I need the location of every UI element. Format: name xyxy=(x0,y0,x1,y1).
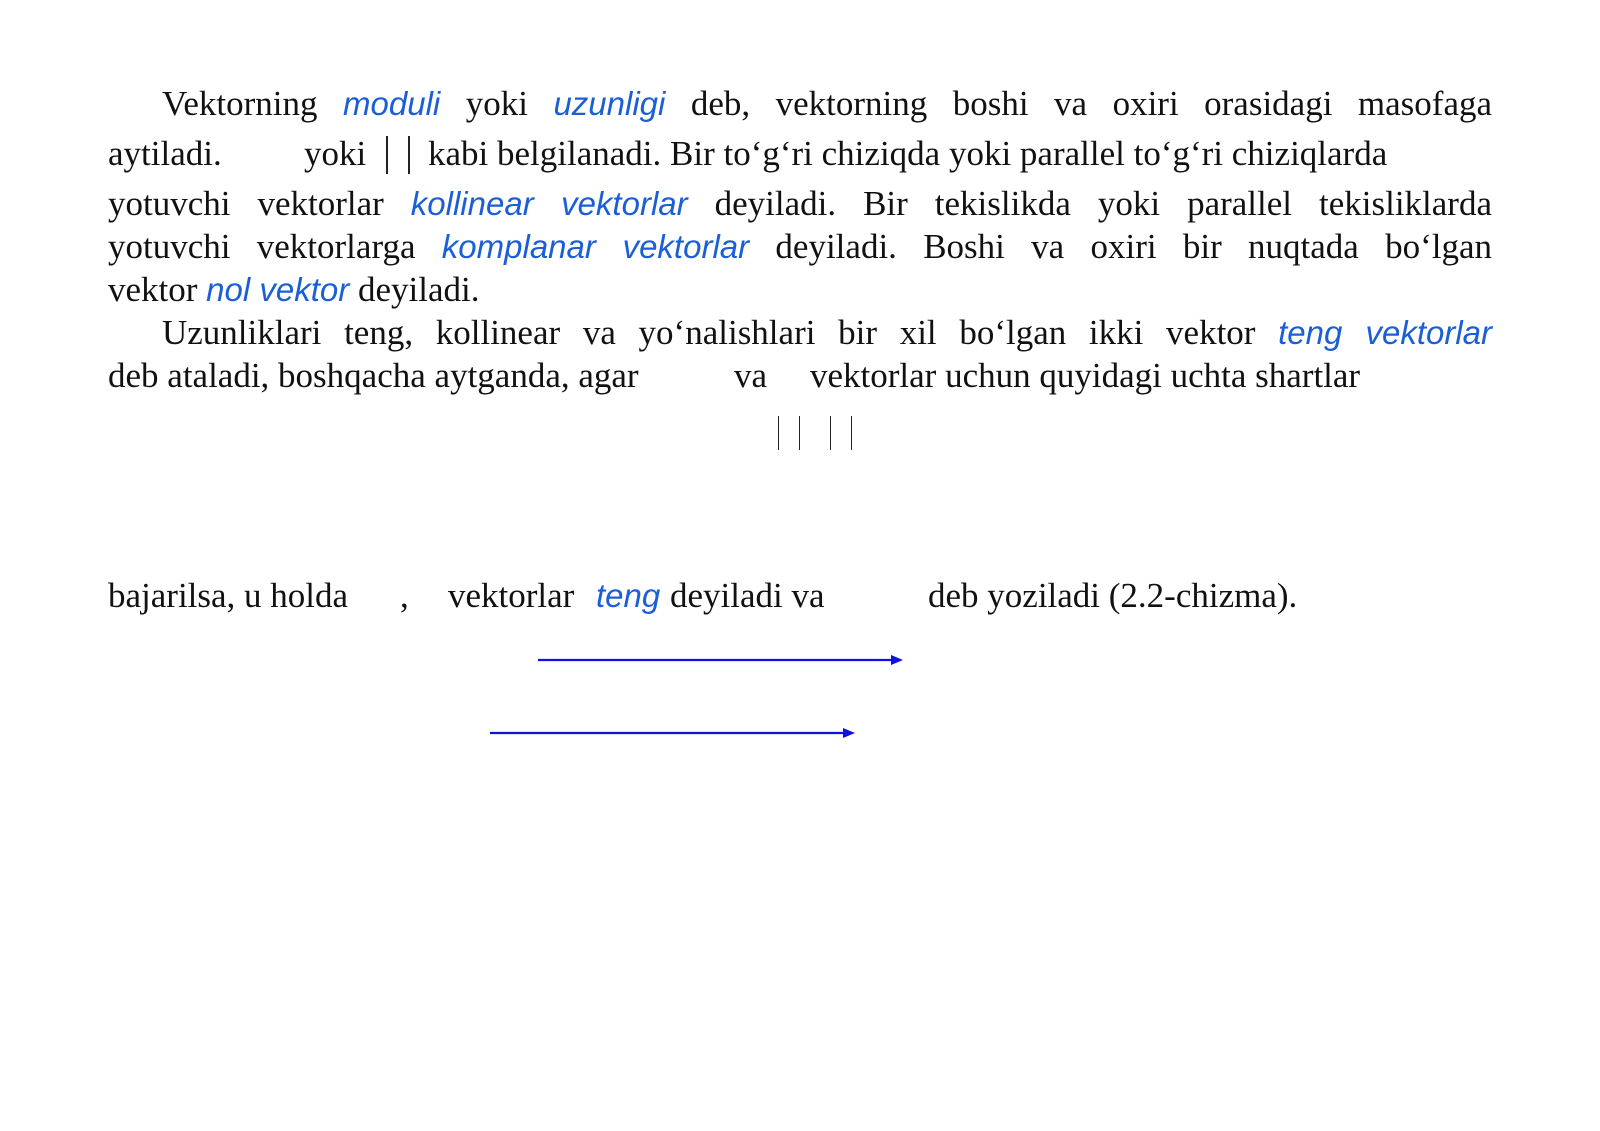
text: , xyxy=(400,576,409,615)
term-teng: teng xyxy=(596,577,661,614)
arrow-vector-a xyxy=(538,655,903,665)
text: vektor xyxy=(108,270,198,309)
arrowhead xyxy=(891,655,903,665)
term-moduli: moduli xyxy=(343,85,441,122)
term-uzunligi: uzunligi xyxy=(553,85,666,122)
text: vektorlar uchun quyidagi uchta shartlar xyxy=(810,356,1361,395)
term-nol-vektor: nol vektor xyxy=(206,271,350,308)
text: deyiladi. Bir tekislikda yoki parallel tekisliklarda xyxy=(714,184,1492,223)
text: yotuvchi vektorlarga xyxy=(108,227,416,266)
text: deyiladi. xyxy=(358,270,480,309)
text: yotuvchi vektorlar xyxy=(108,184,384,223)
text: deyiladi. Boshi va oxiri bir nuqtada bo‘lgan xyxy=(775,227,1493,266)
text: deb, vektorning boshi va oxiri orasidagi masofaga xyxy=(690,84,1493,123)
arrow-vector-b xyxy=(490,728,855,738)
text: aytiladi. xyxy=(108,134,222,173)
text: kabi belgilanadi. Bir to‘g‘ri chiziqda yoki parallel to‘g‘ri chiziqlarda xyxy=(428,134,1388,173)
text: bajarilsa, u holda xyxy=(108,576,349,615)
text: deb ataladi, boshqacha aytganda, agar xyxy=(108,356,639,395)
term-teng-vektorlar: teng vektorlar xyxy=(1278,314,1493,351)
text: deyiladi va xyxy=(670,576,825,615)
text: va xyxy=(734,356,768,395)
text: Vektorning xyxy=(162,84,318,123)
term-komplanar-vektorlar: komplanar vektorlar xyxy=(441,228,750,265)
text: vektorlar xyxy=(448,576,575,615)
arrowhead xyxy=(843,728,855,738)
text: yoki xyxy=(304,134,367,173)
text: deb yoziladi (2.2-chizma). xyxy=(928,576,1298,615)
term-kollinear-vektorlar: kollinear vektorlar xyxy=(410,185,688,222)
text: Uzunliklari teng, kollinear va yo‘nalishlari bir xil bo‘lgan ikki vektor xyxy=(162,313,1256,352)
text: yoki xyxy=(465,84,528,123)
